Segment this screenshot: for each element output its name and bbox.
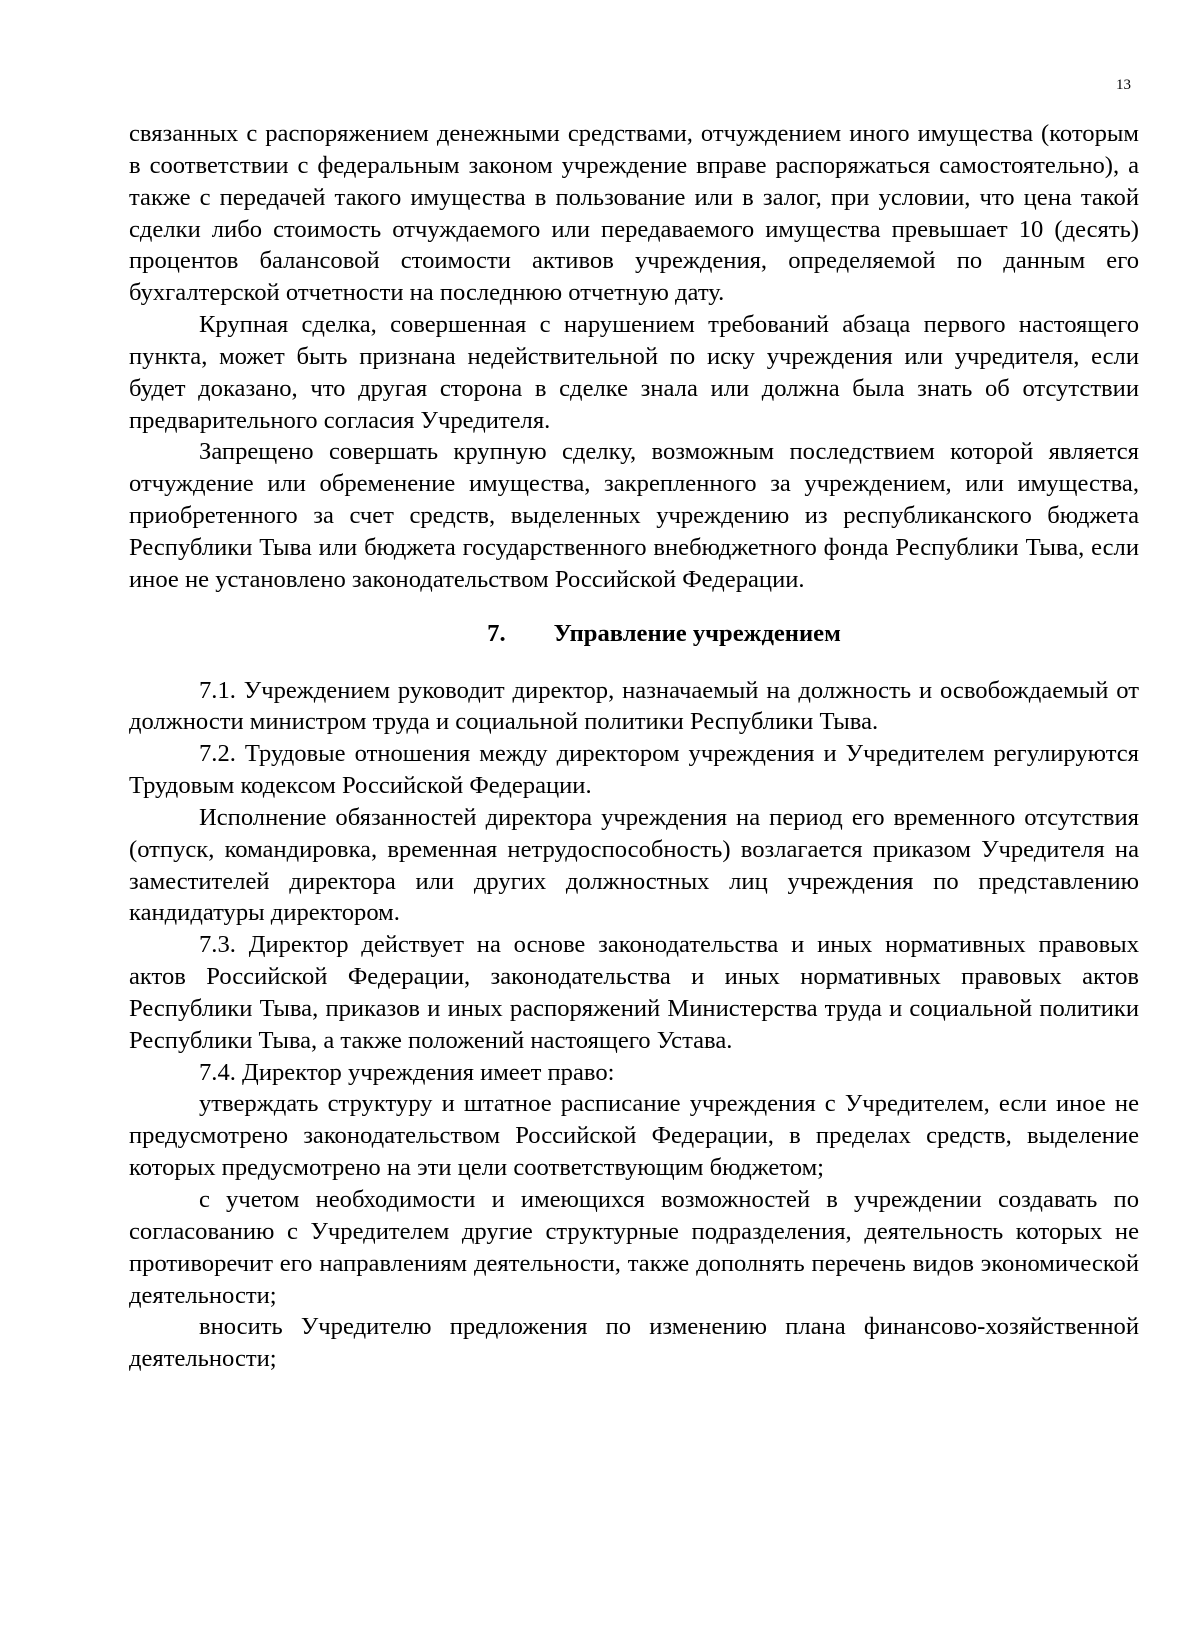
page-number: 13 [1116, 77, 1131, 93]
paragraph-director-absence: Исполнение обязанностей директора учреждения на период его временного отсутствия (отпуск, командировка, временная нетрудоспособность) возлагается приказом Учредителя на заместителей директора или других должностных лиц учреждения по представлению кандидатуры директором. [129, 803, 1139, 927]
paragraph-submit-proposals: вносить Учредителю предложения по изменению плана финансово-хозяйственной деятельности; [129, 1313, 1139, 1373]
document-body [129, 118, 1139, 1375]
paragraph-major-deal-prohibited: Запрещено совершать крупную сделку, возможным последствием которой является отчуждение или обременение имущества, закрепленного за учреждением, или имущества, приобретенного за счет средств, выделенных учреждению из республиканского бюджета Республики Тыва или бюджета государственного внебюджетного фонда Республики Тыва, если иное не установлено законодательством Российской Федерации. [129, 438, 1139, 593]
section-number: 7. [487, 619, 506, 647]
paragraph-continuation: связанных с распоряжением денежными средствами, отчуждением иного имущества (которым в соответствии с федеральным законом учреждение вправе распоряжаться самостоятельно), а также с передачей такого имущества в пользование или в залог, при условии, что цена такой сделки либо стоимость отчуждаемого или передаваемого имущества превышает 10 (десять) процентов балансовой стоимости активов учреждения, определяемой по данным его бухгалтерской отчетности на последнюю отчетную дату. [129, 120, 1139, 307]
section-heading [129, 618, 1139, 650]
paragraph-major-deal-invalid: Крупная сделка, совершенная с нарушением требований абзаца первого настоящего пункта, может быть признана недействительной по иску учреждения или учредителя, если будет доказано, что другая сторона в сделке знала или должна была знать об отсутствии предварительного согласия Учредителя. [129, 311, 1139, 434]
paragraph-create-divisions: с учетом необходимости и имеющихся возможностей в учреждении создавать по согласованию с Учредителем другие структурные подразделения, деятельность которых не противоречит его направлениям деятельности, также дополнять перечень видов экономической деятельности; [129, 1186, 1139, 1309]
paragraph-7-2: 7.2. Трудовые отношения между директором учреждения и Учредителем регулируются Трудовым кодексом Российской Федерации. [129, 740, 1139, 800]
paragraph-7-4: 7.4. Директор учреждения имеет право: [199, 1058, 615, 1086]
section-title: Управление учреждением [553, 619, 841, 647]
paragraph-7-1: 7.1. Учреждением руководит директор, назначаемый на должность и освобождаемый от должности министром труда и социальной политики Республики Тыва. [129, 676, 1139, 736]
paragraph-7-3: 7.3. Директор действует на основе законодательства и иных нормативных правовых актов Российской Федерации, законодательства и иных нормативных правовых актов Республики Тыва, приказов и иных распоряжений Министерства труда и социальной политики Республики Тыва, а также положений настоящего Устава. [129, 931, 1139, 1054]
paragraph-approve-structure: утверждать структуру и штатное расписание учреждения с Учредителем, если иное не предусмотрено законодательством Российской Федерации, в пределах средств, выделение которых предусмотрено на эти цели соответствующим бюджетом; [129, 1090, 1139, 1182]
